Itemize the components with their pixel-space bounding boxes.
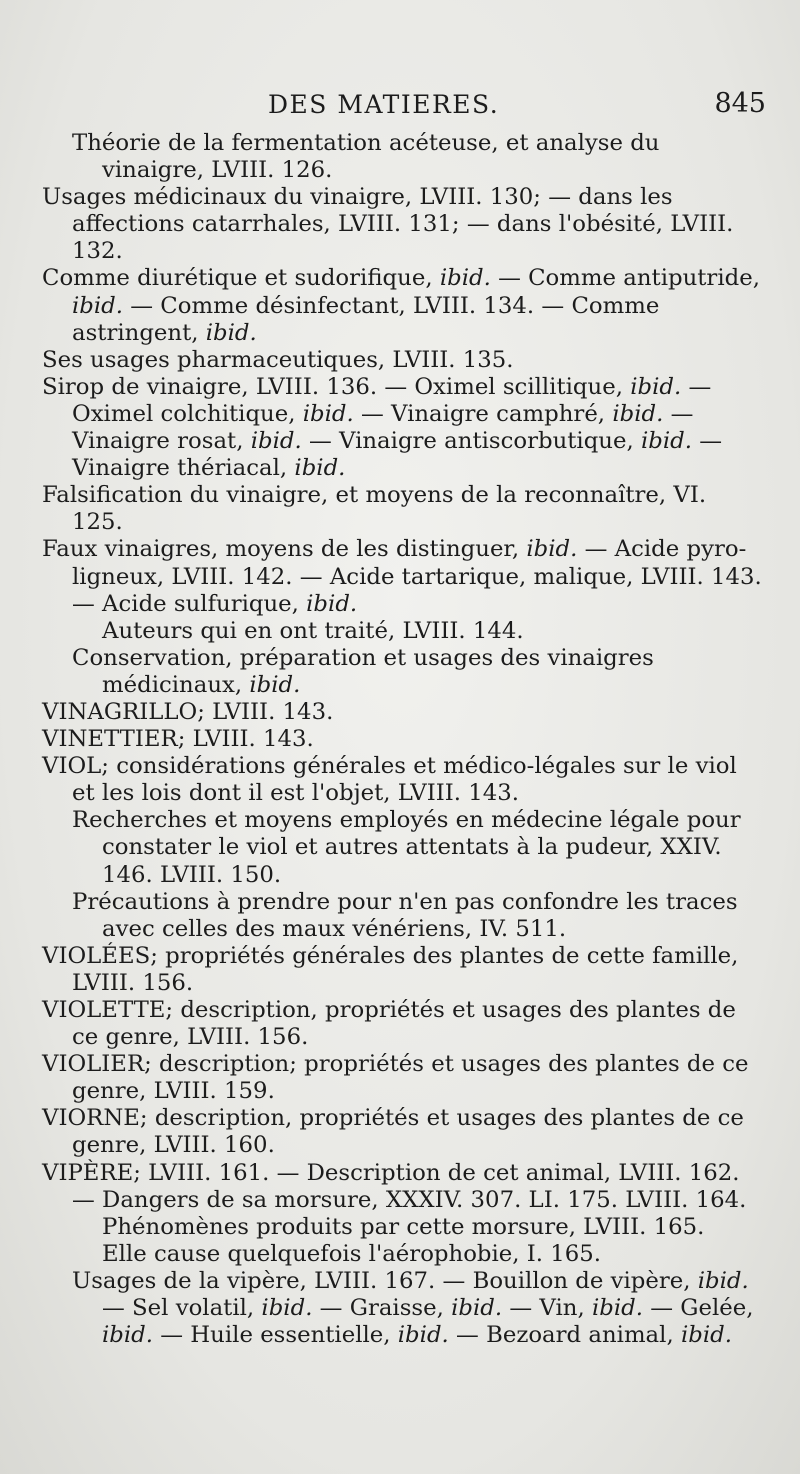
ibid-reference: ibid. [680,1322,732,1349]
index-entry: VINAGRILLO; LVIII. 143. [42,698,334,725]
index-entry: Conservation, préparation et usages des vinaigres médicinaux, ibid. [72,644,654,698]
index-entry: Faux vinaigres, moyens de les distinguer, ibid. — Acide pyro-ligneux, LVIII. 142. — Acide tartarique, malique, LVIII. 143. — Acide sulfurique, ibid. [42,536,762,617]
index-entry: Sirop de vinaigre, LVIII. 136. — Oximel scillitique, ibid. — Oximel colchitique, ibid. — Vinaigre camphré, ibid. — Vinaigre rosat, ibid. — Vinaigre antiscorbutique, ibid. — Vinaigre thériacal, ibid. [42,373,723,482]
ibid-reference: ibid. [397,1322,449,1349]
ibid-reference: ibid. [526,536,578,563]
ibid-reference: ibid. [630,373,682,400]
ibid-reference: ibid. [102,1322,154,1349]
index-entry: Précautions à prendre pour n'en pas confondre les traces avec celles des maux vénériens, IV. 511. [72,888,738,942]
index-entry: VIOLETTE; description, propriétés et usages des plantes de ce genre, LVIII. 156. [42,997,736,1051]
ibid-reference: ibid. [640,428,692,455]
ibid-reference: ibid. [205,319,257,346]
index-entry: Usages de la vipère, LVIII. 167. — Bouillon de vipère, ibid. — Sel volatil, ibid. — Graisse, ibid. — Vin, ibid. — Gelée, ibid. — Huile essentielle, ibid. — Bezoard animal, ibid. [72,1267,754,1349]
ibid-reference: ibid. [294,455,346,482]
index-entry: Recherches et moyens employés en médecine légale pour constater le viol et autres attentats à la pudeur, XXIV. 146. LVIII. 150. [72,807,741,888]
ibid-reference: ibid. [591,1295,643,1322]
index-entry: VIOLIER; description; propriétés et usages des plantes de ce genre, LVIII. 159. [42,1051,749,1105]
index-entry: Comme diurétique et sudorifique, ibid. — Comme antiputride, ibid. — Comme désinfectant, LVIII. 134. — Comme astringent, ibid. [42,265,760,346]
ibid-reference: ibid. [306,590,358,617]
index-entry: Falsification du vinaigre, et moyens de la reconnaître, VI. 125. [42,482,707,536]
index-entry: VIOLÉES; propriétés générales des plantes de cette famille, LVIII. 156. [42,942,739,996]
ibid-reference: ibid. [72,292,124,319]
index-entry: Ses usages pharmaceutiques, LVIII. 135. [42,346,514,373]
index-entry: VIORNE; description, propriétés et usages des plantes de ce genre, LVIII. 160. [42,1105,744,1159]
ibid-reference: ibid. [612,400,664,427]
ibid-reference: ibid. [439,265,491,292]
ibid-reference: ibid. [249,671,301,698]
index-entries [42,130,762,1349]
index-entry: Théorie de la fermentation acéteuse, et analyse du vinaigre, LVIII. 126. [72,130,660,184]
ibid-reference: ibid. [302,400,354,427]
index-entry: Usages médicinaux du vinaigre, LVIII. 130; — dans les affections catarrhales, LVIII. 131; — dans l'obésité, LVIII. 132. [42,184,734,265]
index-entry: VIOL; considérations générales et médico-légales sur le viol et les lois dont il est l'objet, LVIII. 143. [42,753,737,807]
ibid-reference: ibid. [250,428,302,455]
page-header [0,88,800,124]
ibid-reference: ibid. [261,1295,313,1322]
ibid-reference: ibid. [697,1267,749,1294]
index-entry: Auteurs qui en ont traité, LVIII. 144. [102,617,524,644]
running-title: DES MATIERES. [268,90,500,119]
page-number: 845 [714,88,766,119]
index-entry: VINETTIER; LVIII. 143. [42,726,314,753]
index-entry: VIPÈRE; LVIII. 161. — Description de cet animal, LVIII. 162. — Dangers de sa morsure, XXXIV. 307. LI. 175. LVIII. 164. [42,1159,747,1213]
index-entry: Elle cause quelquefois l'aérophobie, I. 165. [102,1240,602,1267]
index-entry: Phénomènes produits par cette morsure, LVIII. 165. [102,1213,705,1240]
ibid-reference: ibid. [451,1295,503,1322]
